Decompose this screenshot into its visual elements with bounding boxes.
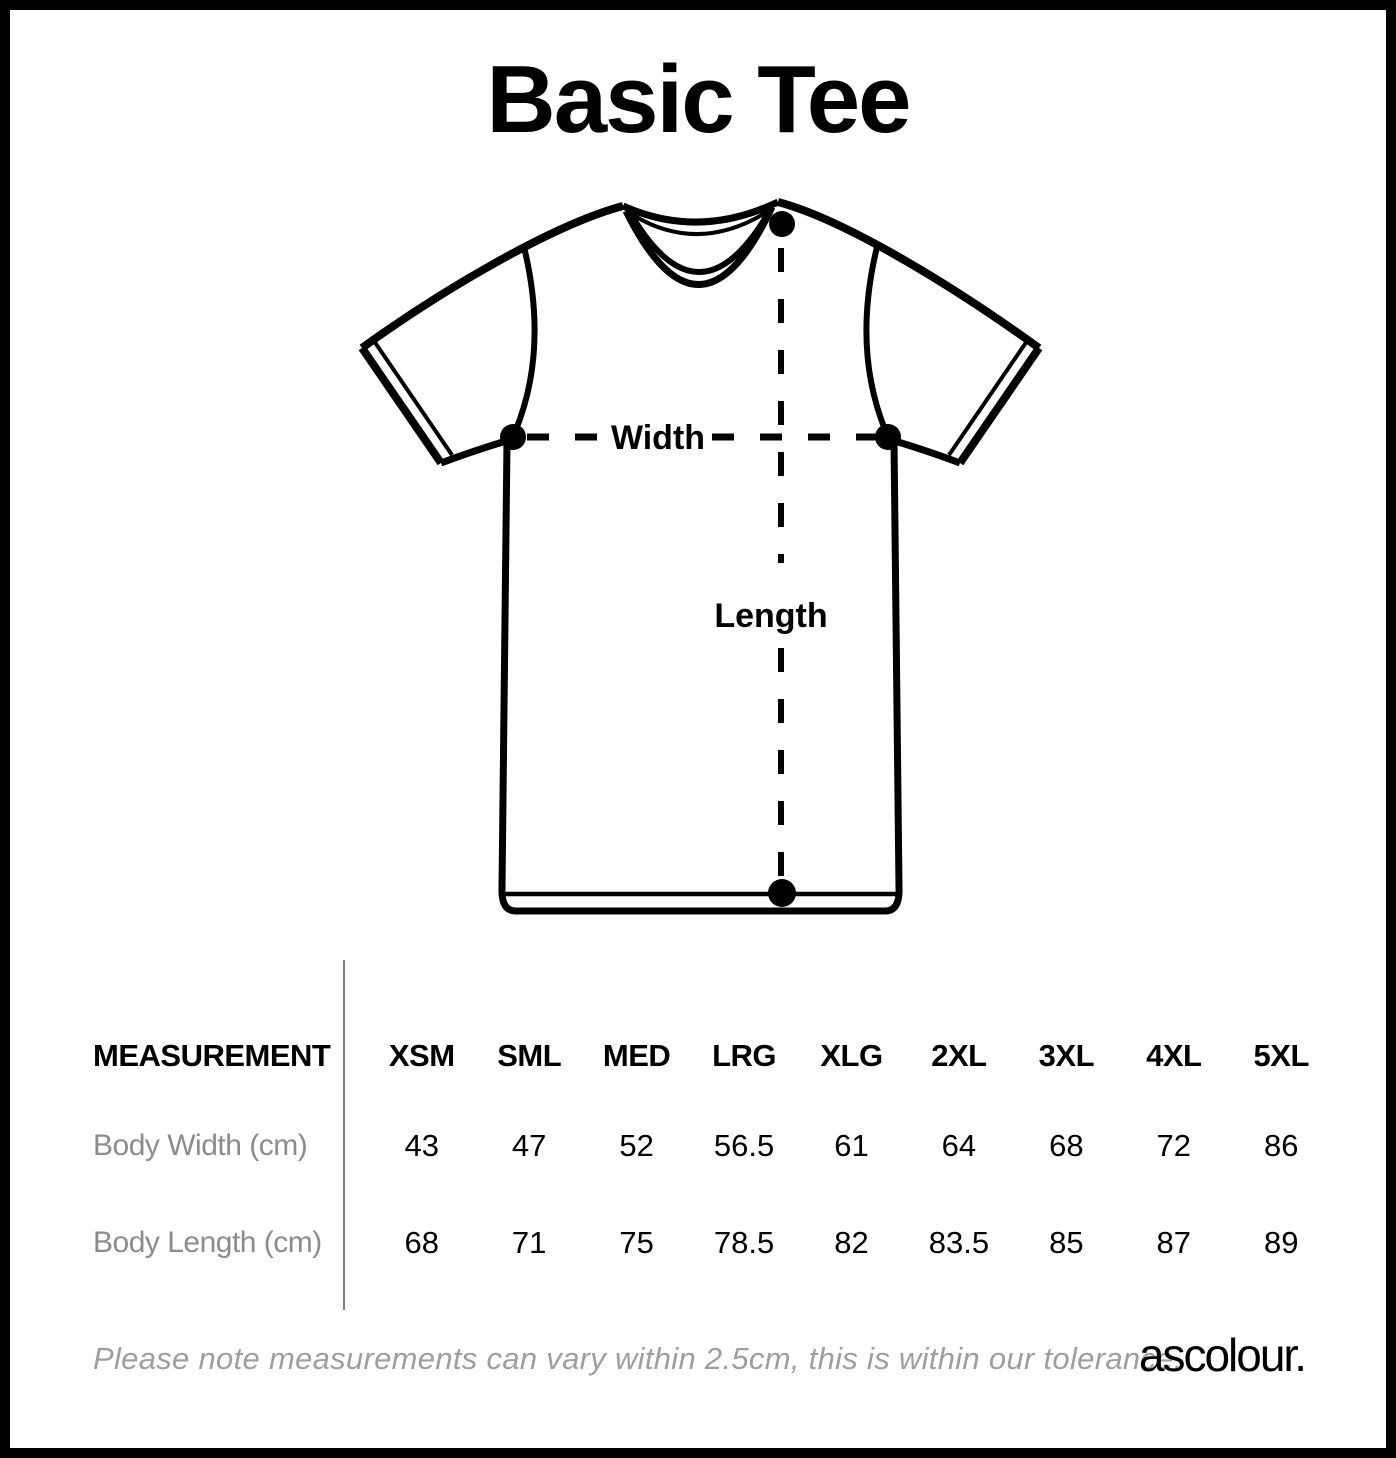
tolerance-note: Please note measurements can vary within 2.5cm, this is within our tolerance. [93,1341,1183,1376]
size-column-header-xlg: XLG [820,1038,883,1073]
measurement-point-dot [768,879,796,907]
size-column-header-5xl: 5XL [1253,1038,1309,1073]
size-column-header-2xl: 2XL [931,1038,987,1073]
body-length-value-sml: 71 [511,1225,547,1260]
tshirt-outline [362,202,1039,911]
body-length-value-xlg: 82 [834,1225,869,1260]
width-label: Width [610,419,706,457]
measurement-point-dot [875,424,901,450]
measurement-point-dot [769,211,795,237]
body-width-value-xlg: 61 [834,1128,869,1163]
body-width-value-2xl: 64 [941,1128,977,1163]
row-label: Body Width (cm) [93,1129,308,1162]
page-title: Basic Tee [486,46,910,153]
size-column-header-4xl: 4XL [1146,1038,1202,1073]
body-width-value-3xl: 68 [1049,1128,1084,1163]
body-length-value-2xl: 83.5 [928,1225,990,1260]
body-width-value-4xl: 72 [1156,1128,1192,1163]
body-length-value-3xl: 85 [1049,1225,1084,1260]
body-length-value-med: 75 [619,1225,654,1260]
measurement-header: MEASUREMENT [93,1038,331,1073]
row-label: Body Length (cm) [93,1226,322,1259]
collar [623,202,778,285]
size-column-header-med: MED [602,1038,671,1073]
width-measurement [500,419,901,457]
body-length-value-4xl: 87 [1156,1225,1192,1260]
table-row-body-length [0,1219,1396,1267]
body-width-value-5xl: 86 [1263,1128,1299,1163]
body-width-value-sml: 47 [511,1128,547,1163]
size-column-header-lrg: LRG [712,1038,776,1073]
size-table-header-row [0,1032,1396,1080]
size-column-header-3xl: 3XL [1038,1038,1095,1073]
body-length-value-lrg: 78.5 [713,1225,775,1260]
measurement-point-dot [500,424,526,450]
size-column-header-sml: SML [497,1038,562,1073]
body-width-value-xsm: 43 [404,1128,439,1163]
length-label: Length [714,597,828,635]
body-width-value-med: 52 [619,1128,654,1163]
length-measurement [714,211,827,907]
size-column-header-xsm: XSM [388,1038,455,1073]
brand-logo: ascolour. [1138,1329,1305,1381]
body-length-value-xsm: 68 [404,1225,439,1260]
body-width-value-lrg: 56.5 [713,1128,775,1163]
tshirt-diagram [340,180,1060,940]
table-row-body-width [0,1122,1396,1170]
body-length-value-5xl: 89 [1263,1225,1299,1260]
